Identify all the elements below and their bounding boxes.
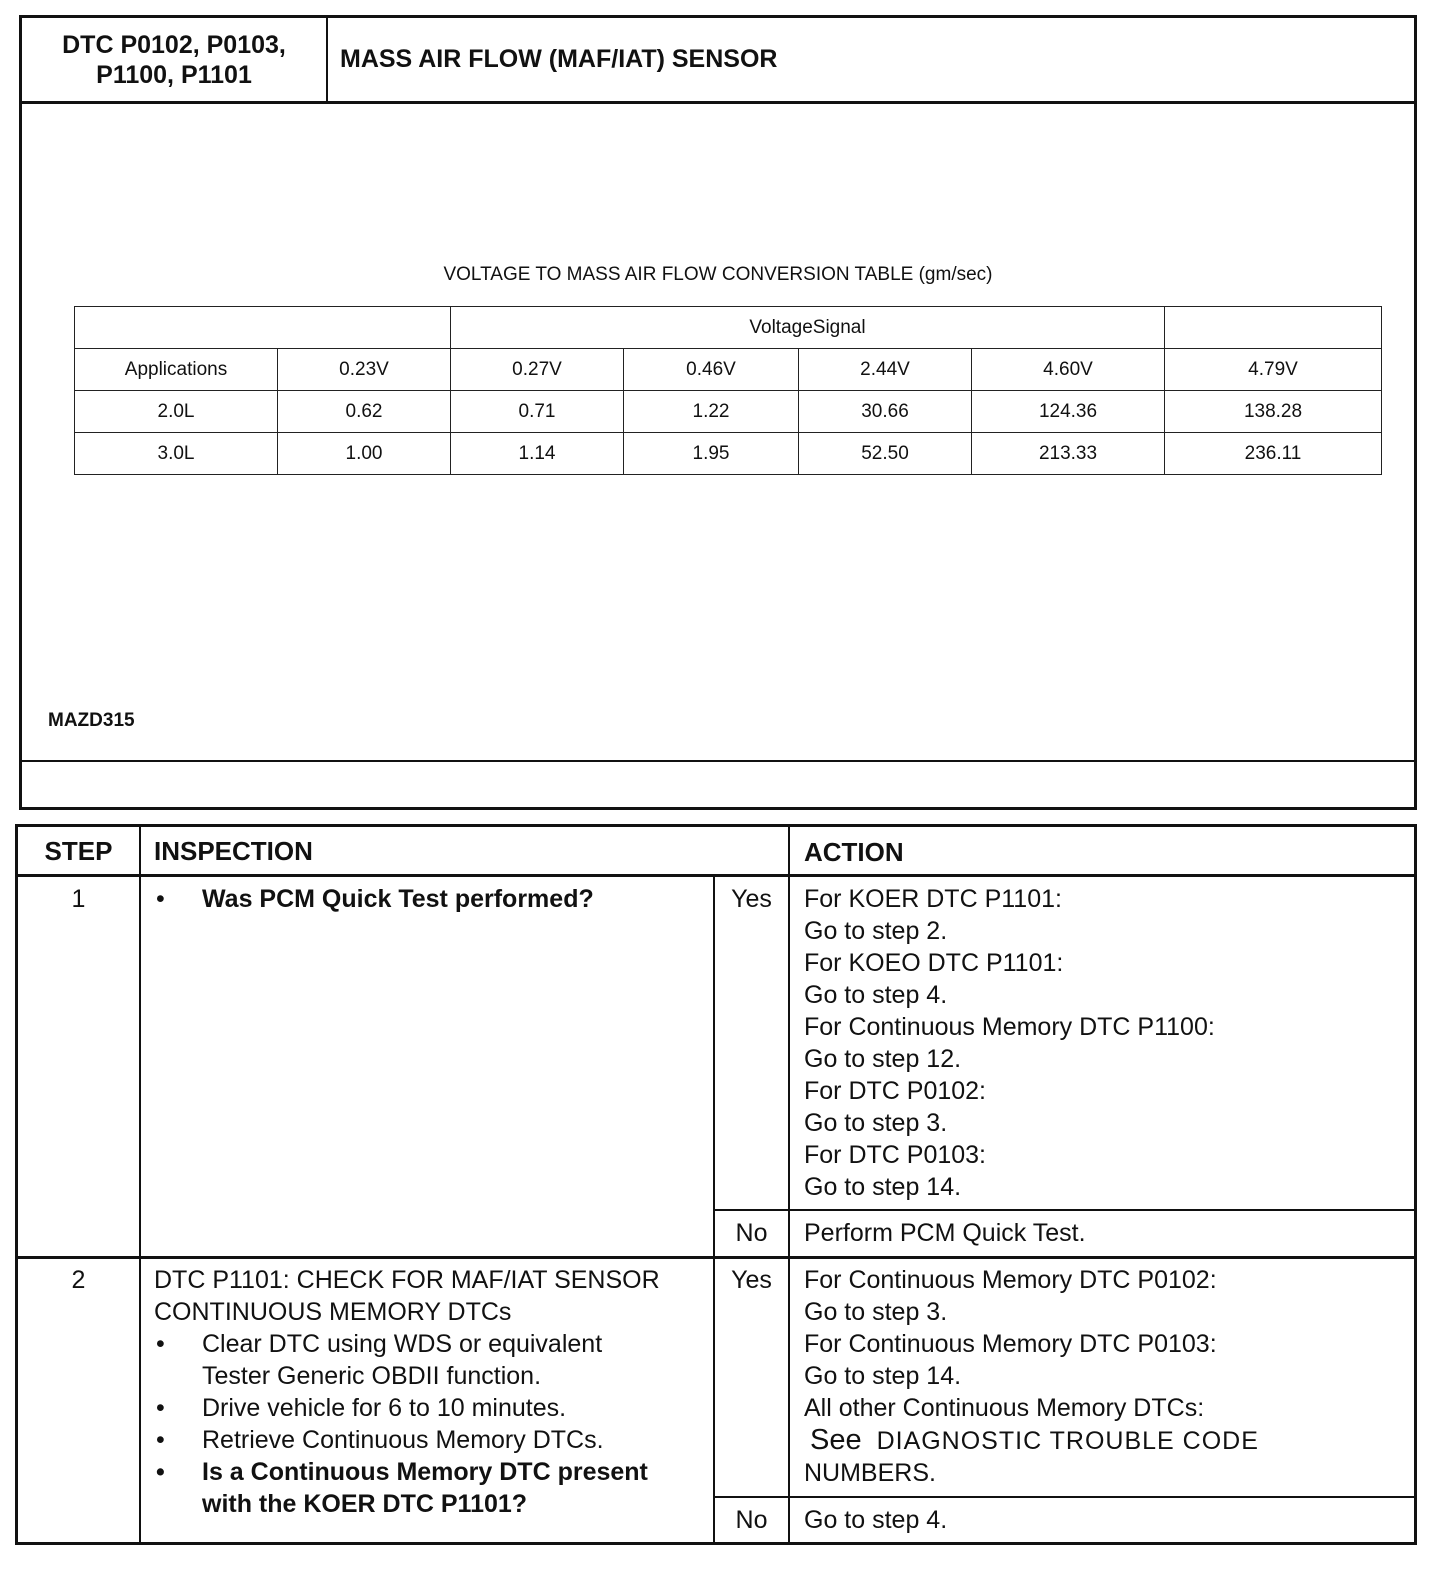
action-line: Go to step 14. [804, 1362, 962, 1390]
yes-label: Yes [731, 885, 772, 913]
column-header: Applications [75, 349, 278, 391]
action-line: Go to step 4. [804, 981, 948, 1009]
conversion-table-header-row [75, 349, 1382, 391]
group-header-blank-left [75, 307, 451, 349]
step-1-yes-actions [804, 883, 1215, 1203]
action-line: For DTC P0103: [804, 1141, 987, 1169]
divider [788, 827, 790, 1545]
step-2-inspection [154, 1264, 710, 1520]
step-2-heading-line2: CONTINUOUS MEMORY DTCs [154, 1298, 512, 1326]
table-cell: 1.00 [278, 433, 451, 475]
action-line: For DTC P0102: [804, 1077, 987, 1105]
step-1-no-action: Perform PCM Quick Test. [804, 1219, 1086, 1247]
steps-table [15, 824, 1417, 1545]
column-header-action: ACTION [804, 837, 904, 867]
step-number: 2 [71, 1266, 86, 1294]
list-item [154, 883, 704, 915]
table-cell: 124.36 [972, 391, 1165, 433]
divider [139, 827, 141, 1545]
table-cell: 0.62 [278, 391, 451, 433]
table-row [75, 391, 1382, 433]
group-header-blank-right [1165, 307, 1382, 349]
table-cell: 2.0L [75, 391, 278, 433]
bullet-icon: • [156, 1426, 165, 1454]
bullet-icon: • [156, 1458, 165, 1486]
table-cell: 236.11 [1165, 433, 1382, 475]
column-header: 4.60V [972, 349, 1165, 391]
list-item [154, 1328, 710, 1360]
table-cell: 3.0L [75, 433, 278, 475]
divider [22, 760, 1414, 762]
list-item-text: Retrieve Continuous Memory DTCs. [202, 1426, 604, 1454]
table-cell: 138.28 [1165, 391, 1382, 433]
list-item [154, 1392, 710, 1424]
table-cell: 52.50 [799, 433, 972, 475]
action-line: Go to step 12. [804, 1045, 962, 1073]
bullet-icon: • [156, 885, 165, 913]
divider [18, 874, 1417, 877]
column-header: 4.79V [1165, 349, 1382, 391]
action-line: For KOER DTC P1101: [804, 885, 1062, 913]
no-label: No [735, 1506, 768, 1534]
bullet-icon: • [156, 1330, 165, 1358]
group-header-voltage-signal: VoltageSignal [451, 307, 1165, 349]
divider [713, 1209, 1417, 1211]
table-cell: 1.22 [624, 391, 799, 433]
step-2-yes-actions [804, 1264, 1259, 1489]
column-header: 0.27V [451, 349, 624, 391]
action-line: Go to step 3. [804, 1298, 948, 1326]
list-item [154, 1456, 710, 1488]
step-1-question: Was PCM Quick Test performed? [202, 885, 594, 913]
dtc-codes-line1: DTC P0102, P0103, [62, 30, 286, 59]
dtc-codes-line2: P1100, P1101 [96, 60, 252, 89]
list-item-text: Tester Generic OBDII function. [202, 1362, 542, 1390]
figure-id: MAZD315 [48, 710, 135, 731]
action-line: All other Continuous Memory DTCs: [804, 1394, 1205, 1422]
action-line: Go to step 3. [804, 1109, 948, 1137]
step-1-inspection [154, 883, 704, 915]
yes-label: Yes [731, 1266, 772, 1294]
action-line: For Continuous Memory DTC P1100: [804, 1013, 1215, 1041]
table-cell: 30.66 [799, 391, 972, 433]
step-2-heading-line1: DTC P1101: CHECK FOR MAF/IAT SENSOR [154, 1266, 660, 1294]
conversion-table-group-row [75, 307, 1382, 349]
see-reference [804, 1424, 1259, 1457]
list-item [154, 1424, 710, 1456]
see-reference-target: DIAGNOSTIC TROUBLE CODE [876, 1427, 1259, 1455]
table-cell: 0.71 [451, 391, 624, 433]
list-item-text: Clear DTC using WDS or equivalent [202, 1330, 603, 1358]
action-line: For KOEO DTC P1101: [804, 949, 1064, 977]
see-word: See [810, 1424, 862, 1456]
step-2-no-action: Go to step 4. [804, 1506, 948, 1534]
column-header: 0.23V [278, 349, 451, 391]
action-line: Go to step 2. [804, 917, 948, 945]
dtc-code-cell [22, 18, 328, 104]
action-line: For Continuous Memory DTC P0102: [804, 1266, 1217, 1294]
table-cell: 213.33 [972, 433, 1165, 475]
figure-caption: VOLTAGE TO MASS AIR FLOW CONVERSION TABLE (gm/sec) [443, 264, 993, 285]
figure-box [19, 15, 1417, 810]
see-reference-target-line2: NUMBERS. [804, 1459, 936, 1487]
action-line: For Continuous Memory DTC P0103: [804, 1330, 1217, 1358]
step-number: 1 [71, 885, 86, 913]
divider [18, 1256, 1417, 1259]
no-label: No [735, 1219, 768, 1247]
step-2-question: Is a Continuous Memory DTC present [202, 1458, 648, 1486]
table-cell: 1.14 [451, 433, 624, 475]
step-2-question-line2: with the KOER DTC P1101? [202, 1490, 528, 1518]
conversion-table [74, 306, 1382, 475]
divider [713, 1496, 1417, 1498]
list-item-text: Drive vehicle for 6 to 10 minutes. [202, 1394, 567, 1422]
action-line: Go to step 14. [804, 1173, 962, 1201]
column-header-step: STEP [44, 836, 113, 866]
column-header-inspection: INSPECTION [154, 836, 313, 866]
table-row [75, 433, 1382, 475]
page-title: MASS AIR FLOW (MAF/IAT) SENSOR [328, 18, 1414, 104]
column-header: 2.44V [799, 349, 972, 391]
table-cell: 1.95 [624, 433, 799, 475]
bullet-icon: • [156, 1394, 165, 1422]
column-header: 0.46V [624, 349, 799, 391]
divider [713, 877, 715, 1545]
